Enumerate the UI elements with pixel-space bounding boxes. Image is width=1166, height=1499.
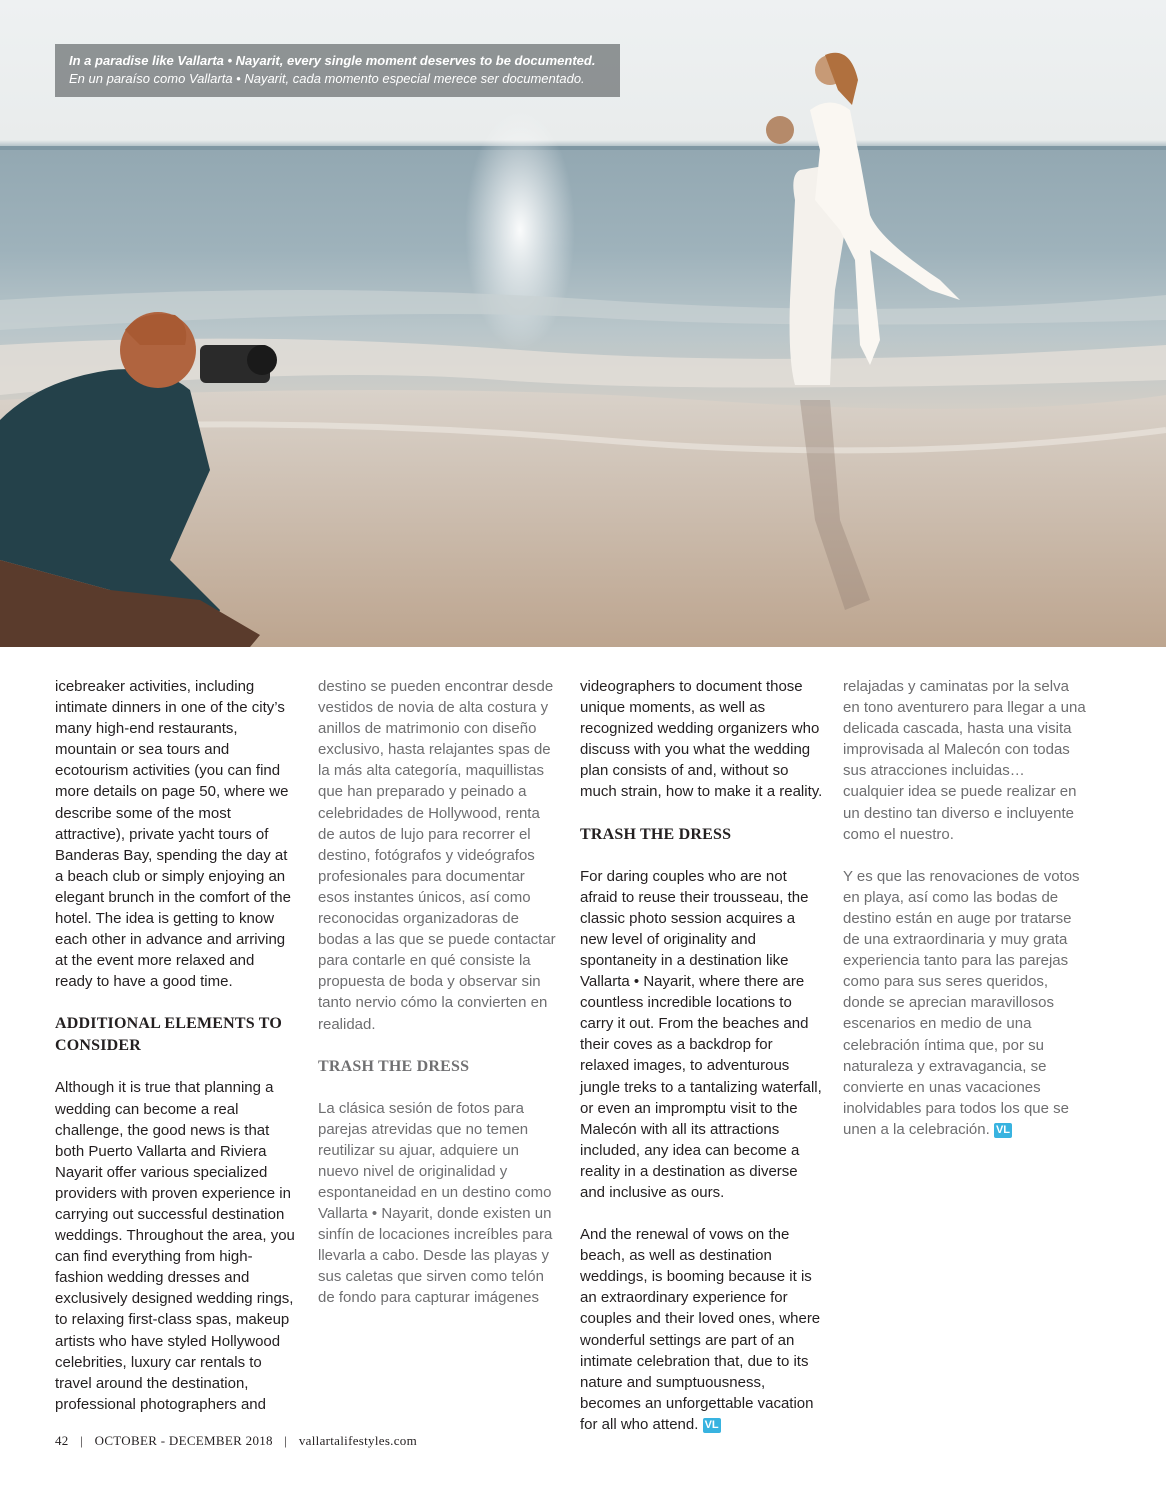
vl-logo-badge: VL (704, 1418, 719, 1431)
column-3-english (580, 676, 825, 1456)
beach-photo-illustration (0, 0, 1166, 647)
paragraph-final (580, 1224, 825, 1435)
paragraph: For daring couples who are not afraid to reuse their trousseau, the classic photo session acquires a new level of originality and spontaneity in a destination like Vallarta • Nayarit, where there are countless incredible locations to carry it out. From the beaches and their coves as a backdrop for relaxed images, to adventurous jungle treks to a tantalizing waterfall, or even an impromptu visit to the Malecón with all its attractions included, any idea can become a reality in a destination as diverse and inclusive as ours. (580, 867, 822, 1201)
paragraph: destino se pueden encontrar desde vestidos de novia de alta costura y anillos de matrimonio con diseño exclusivo, hasta relajantes spas de la más alta categoría, maquillistas que han preparado y peinado a celebridades de Hollywood, renta de autos de lujo para recorrer el destino, fotógrafos y videógrafos profesionales para documentar esos instantes únicos, así como reconocidas organizadoras de bodas a las que se puede contactar para contarle en qué consiste la propuesta de boda y observar sin tanto nervio cómo la convierten en realidad. (318, 678, 556, 1033)
paragraph: La clásica sesión de fotos para parejas atrevidas que no temen reutilizar su ajuar, adquiere un nuevo nivel de originalidad y espontaneidad en un destino como Vallarta • Nayarit, donde existen un sinfín de locaciones increíbles para llevarla a cabo. Desde las playas y sus caletas que sirven como telón de fondo para capturar imágenes (318, 1099, 553, 1307)
paragraph-text: Y es que las renovaciones de votos en playa, así como las bodas de destino están en auge por tratarse de una extraordinaria y muy grata experiencia tanto para las parejas como para sus seres queridos, donde se aprecian maravillosos escenarios en medio de una celebración íntima que, por su naturaleza y extravagancia, se convierte en unas vacaciones inolvidables para todos los que se unen a la celebración. (843, 867, 1080, 1138)
footer-separator: | (284, 1433, 288, 1448)
groom-head (766, 116, 794, 144)
paragraph: relajadas y caminatas por la selva en tono aventurero para llegar a una delicada cascada, hasta una visita improvisada al Malecón con todas sus atracciones incluidas… cualquier idea se puede realizar en un destino tan diverso e incluyente como el nuestro. (843, 678, 1086, 843)
horizon-line (0, 146, 1166, 150)
camera-lens (247, 345, 277, 375)
page-footer (55, 1433, 417, 1449)
caption-english: In a paradise like Vallarta • Nayarit, every single moment deserves to be documented. (69, 53, 596, 68)
page-number: 42 (55, 1433, 69, 1448)
footer-separator: | (80, 1433, 84, 1448)
section-heading: TRASH THE DRESS (580, 825, 732, 843)
vl-logo-badge: VL (995, 1123, 1011, 1136)
website-link[interactable]: vallartalifestyles.com (298, 1433, 418, 1448)
section-heading: ADDITIONAL ELEMENTS TO CONSIDER (55, 1015, 282, 1055)
column-2-spanish (318, 676, 560, 1330)
photo-caption (55, 44, 620, 97)
paragraph: videographers to document those unique moments, as well as recognized wedding organizers who discuss with you what the wedding plan consists of and, without so much strain, how to make it a reality. (580, 678, 823, 801)
hero-photo (0, 0, 1166, 647)
caption-spanish: En un paraíso como Vallarta • Nayarit, cada momento especial merece ser documentado. (69, 71, 585, 86)
paragraph-final (843, 866, 1088, 1140)
column-4-spanish (843, 676, 1088, 1161)
paragraph-text: And the renewal of vows on the beach, as well as destination weddings, is booming because it is an extraordinary experience for couples and their loved ones, where wonderful settings are part of an intimate celebration that, due to its nature and sumptuousness, becomes an unforgettable vacation for all who attend. (580, 1226, 821, 1433)
section-heading: TRASH THE DRESS (318, 1057, 470, 1075)
issue-date: OCTOBER - DECEMBER 2018 (94, 1433, 273, 1448)
paragraph: Although it is true that planning a wedding can become a real challenge, the good news is that both Puerto Vallarta and Riviera Nayarit offer various specialized providers with proven experience in carrying out successful destination weddings. Throughout the area, you can find everything from high-fashion wedding dresses and exclusively designed wedding rings, to relaxing first-class spas, makeup artists who have styled Hollywood celebrities, luxury car rentals to travel around the destination, professional photographers and (55, 1079, 295, 1413)
paragraph: icebreaker activities, including intimate dinners in one of the city’s many high-end restaurants, mountain or sea tours and ecotourism activities (you can find more details on page 50, where we describe some of the most attractive), private yacht tours of Banderas Bay, spending the day at a beach club or simply enjoying an elegant brunch in the comfort of the hotel. The idea is getting to know each other in advance and arriving at the event more relaxed and ready to have a good time. (55, 678, 291, 991)
column-1-english (55, 676, 295, 1436)
